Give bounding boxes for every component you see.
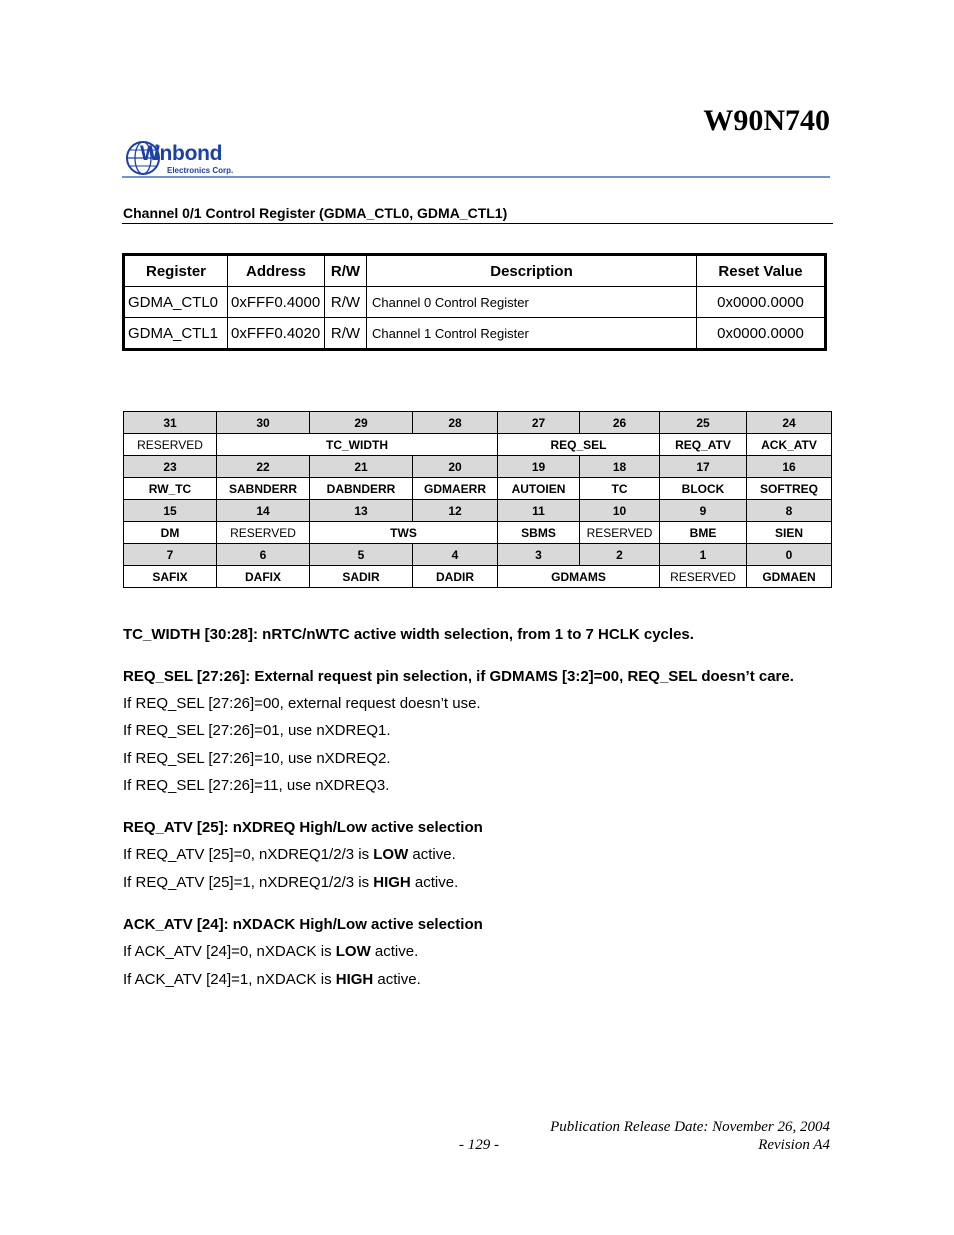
bit-field: AUTOIEN	[498, 478, 580, 500]
table-row	[124, 318, 826, 350]
bit-field-row	[124, 478, 832, 500]
bit-number-row	[124, 500, 832, 522]
winbond-logo	[126, 140, 256, 178]
register-name: GDMA_CTL1	[124, 318, 228, 350]
bit-field-row	[124, 434, 832, 456]
emphasis: LOW	[373, 846, 409, 863]
req-atv-line-1	[123, 874, 458, 892]
logo-initial: W	[140, 142, 160, 165]
bit-number: 10	[580, 500, 660, 522]
bit-number: 20	[413, 456, 498, 478]
bit-number: 24	[747, 412, 832, 434]
page-number: - 129 -	[459, 1137, 499, 1153]
bit-number: 8	[747, 500, 832, 522]
bit-field: SOFTREQ	[747, 478, 832, 500]
register-reset-value: 0x0000.0000	[697, 287, 826, 318]
req-sel-line: If REQ_SEL [27:26]=11, use nXDREQ3.	[123, 777, 390, 794]
bit-field: TC_WIDTH	[217, 434, 498, 456]
register-address: 0xFFF0.4020	[228, 318, 325, 350]
bit-field: GDMAERR	[413, 478, 498, 500]
bit-number: 28	[413, 412, 498, 434]
bit-number: 4	[413, 544, 498, 566]
text-segment: If ACK_ATV [24]=1, nXDACK is	[123, 971, 336, 988]
bit-number: 12	[413, 500, 498, 522]
register-description: Channel 0 Control Register	[367, 287, 697, 318]
bit-field: BME	[660, 522, 747, 544]
bit-number: 19	[498, 456, 580, 478]
bit-number: 27	[498, 412, 580, 434]
ack-atv-heading: ACK_ATV [24]: nXDACK High/Low active selection	[123, 916, 483, 933]
bit-field: RESERVED	[660, 566, 747, 588]
bit-number: 6	[217, 544, 310, 566]
bit-field: GDMAEN	[747, 566, 832, 588]
tc-width-heading: TC_WIDTH [30:28]: nRTC/nWTC active width selection, from 1 to 7 HCLK cycles.	[123, 626, 694, 643]
bit-number: 23	[124, 456, 217, 478]
revision: Revision A4	[758, 1137, 830, 1153]
text-segment: If ACK_ATV [24]=0, nXDACK is	[123, 943, 336, 960]
bit-field: RESERVED	[217, 522, 310, 544]
header-cell: R/W	[325, 255, 367, 287]
text-segment: active.	[373, 971, 421, 988]
bit-field: SAFIX	[124, 566, 217, 588]
text-segment: active.	[370, 943, 419, 960]
bit-number: 21	[310, 456, 413, 478]
section-title: Channel 0/1 Control Register (GDMA_CTL0, GDMA_CTL1)	[123, 205, 508, 221]
bit-field: DAFIX	[217, 566, 310, 588]
table-row	[124, 287, 826, 318]
req-sel-line: If REQ_SEL [27:26]=01, use nXDREQ1.	[123, 722, 391, 739]
bit-number: 29	[310, 412, 413, 434]
bit-number: 2	[580, 544, 660, 566]
logo-wordmark: inbond	[154, 142, 223, 165]
bit-field: TC	[580, 478, 660, 500]
bit-number: 11	[498, 500, 580, 522]
section-divider	[122, 223, 833, 224]
bit-field-row	[124, 522, 832, 544]
register-address: 0xFFF0.4000	[228, 287, 325, 318]
header-divider	[122, 176, 830, 178]
req-atv-line-0	[123, 846, 456, 864]
text-segment: active.	[408, 846, 456, 863]
bit-number: 30	[217, 412, 310, 434]
req-sel-line: If REQ_SEL [27:26]=10, use nXDREQ2.	[123, 750, 391, 767]
register-name: GDMA_CTL0	[124, 287, 228, 318]
register-table	[122, 253, 827, 351]
bit-number: 0	[747, 544, 832, 566]
register-reset-value: 0x0000.0000	[697, 318, 826, 350]
bit-number: 26	[580, 412, 660, 434]
bit-number: 9	[660, 500, 747, 522]
bit-field: SIEN	[747, 522, 832, 544]
req-sel-heading: REQ_SEL [27:26]: External request pin selection, if GDMAMS [3:2]=00, REQ_SEL doesn’t care.	[123, 668, 794, 685]
emphasis: LOW	[335, 943, 371, 960]
bit-field: TWS	[310, 522, 498, 544]
emphasis: HIGH	[335, 971, 374, 988]
bit-field: GDMAMS	[498, 566, 660, 588]
ack-atv-line-0	[123, 943, 418, 961]
req-sel-line: If REQ_SEL [27:26]=00, external request doesn’t use.	[123, 695, 481, 712]
document-title: W90N740	[703, 104, 830, 137]
bit-field: RW_TC	[124, 478, 217, 500]
bit-number: 18	[580, 456, 660, 478]
bit-number-row	[124, 412, 832, 434]
bit-field: REQ_SEL	[498, 434, 660, 456]
bit-number-row	[124, 456, 832, 478]
bit-field: RESERVED	[124, 434, 217, 456]
header-cell: Address	[228, 255, 325, 287]
bit-number: 14	[217, 500, 310, 522]
logo-subtitle: Electronics Corp.	[167, 166, 234, 175]
bit-number: 5	[310, 544, 413, 566]
ack-atv-line-1	[123, 971, 421, 989]
bit-field: SBMS	[498, 522, 580, 544]
bit-number-row	[124, 544, 832, 566]
header-cell: Register	[124, 255, 228, 287]
bit-field: DM	[124, 522, 217, 544]
register-rw: R/W	[325, 287, 367, 318]
publication-date: Publication Release Date: November 26, 2004	[550, 1119, 830, 1135]
bit-number: 7	[124, 544, 217, 566]
bit-field-row	[124, 566, 832, 588]
bit-number: 3	[498, 544, 580, 566]
bit-number: 15	[124, 500, 217, 522]
header-cell: Reset Value	[697, 255, 826, 287]
bit-number: 25	[660, 412, 747, 434]
header-cell: Description	[367, 255, 697, 287]
text-segment: If REQ_ATV [25]=1, nXDREQ1/2/3 is	[123, 874, 374, 891]
bit-field: BLOCK	[660, 478, 747, 500]
bit-number: 22	[217, 456, 310, 478]
bit-number: 17	[660, 456, 747, 478]
register-table-header	[124, 255, 826, 287]
bit-number: 31	[124, 412, 217, 434]
bit-number: 16	[747, 456, 832, 478]
bit-field: REQ_ATV	[660, 434, 747, 456]
req-atv-heading: REQ_ATV [25]: nXDREQ High/Low active selection	[123, 819, 483, 836]
bit-field: RESERVED	[580, 522, 660, 544]
bit-field: SADIR	[310, 566, 413, 588]
bit-field-table	[123, 411, 832, 588]
bit-field: DADIR	[413, 566, 498, 588]
emphasis: HIGH	[373, 874, 411, 891]
register-rw: R/W	[325, 318, 367, 350]
bit-field: ACK_ATV	[747, 434, 832, 456]
bit-number: 13	[310, 500, 413, 522]
bit-number: 1	[660, 544, 747, 566]
bit-field: DABNDERR	[310, 478, 413, 500]
text-segment: If REQ_ATV [25]=0, nXDREQ1/2/3 is	[123, 846, 374, 863]
bit-field: SABNDERR	[217, 478, 310, 500]
text-segment: active.	[410, 874, 459, 891]
register-description: Channel 1 Control Register	[367, 318, 697, 350]
